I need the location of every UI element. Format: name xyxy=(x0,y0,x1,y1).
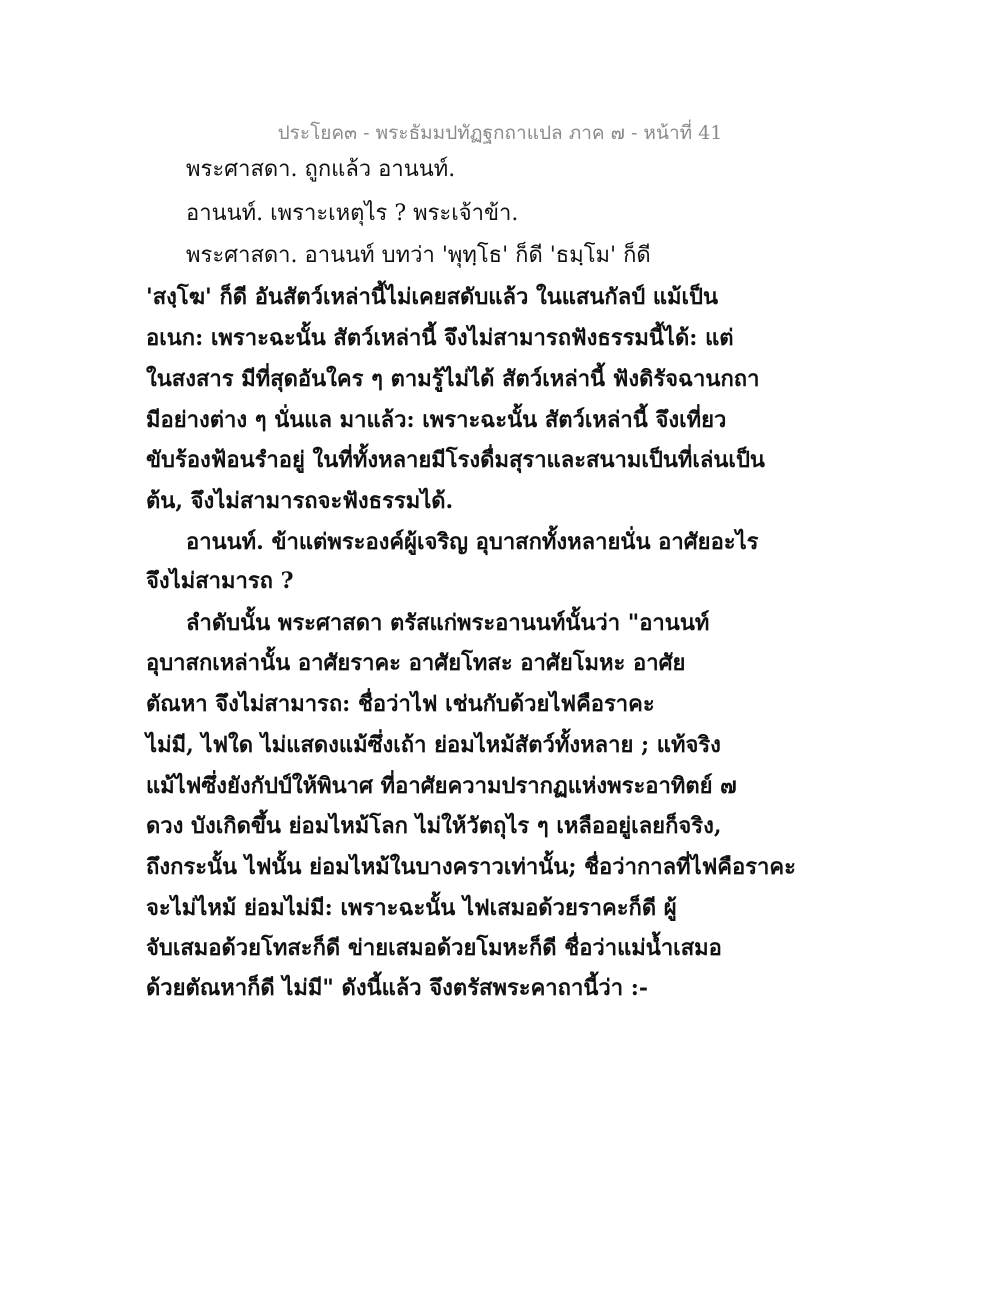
text-line: ด้วยตัณหาก็ดี ไม่มี" ดังนี้แล้ว จึงตรัสพระคาถานี้ว่า :- xyxy=(146,975,648,1001)
text-line: อุบาสกเหล่านั้น อาศัยราคะ อาศัยโทสะ อาศัยโมหะ อาศัย xyxy=(146,650,686,676)
text-line: แม้ไฟซึ่งยังกัปป์ให้พินาศ ที่อาศัยความปรากฏแห่งพระอาทิตย์ ๗ xyxy=(146,773,737,799)
text-line: อานนท์. ข้าแต่พระองค์ผู้เจริญ อุบาสกทั้งหลายนั่น อาศัยอะไร xyxy=(186,529,759,555)
text-line: ลำดับนั้น พระศาสดา ตรัสแก่พระอานนท์นั้นว่า "อานนท์ xyxy=(186,610,710,636)
text-line: พระศาสดา. ถูกแล้ว อานนท์. xyxy=(186,157,456,182)
text-line: ดวง บังเกิดขึ้น ย่อมไหม้โลก ไม่ให้วัตถุไร ๆ เหลืออยู่เลยก็จริง, xyxy=(146,813,722,839)
text-line: ในสงสาร มีที่สุดอันใคร ๆ ตามรู้ไม่ได้ สัตว์เหล่านี้ ฟังดิรัจฉานกถา xyxy=(146,366,760,392)
page-header: ประโยค๓ - พระธัมมปทัฏฐกถาแปล ภาค ๗ - หน้าที่ 41 xyxy=(277,122,723,144)
text-line: 'สงฺโฆ' ก็ดี อันสัตว์เหล่านี้ไม่เคยสดับแล้ว ในแสนกัลป์ แม้เป็น xyxy=(146,284,719,310)
text-line: มีอย่างต่าง ๆ นั่นแล มาแล้ว: เพราะฉะนั้น สัตว์เหล่านี้ จึงเที่ยว xyxy=(146,407,727,433)
text-line: ต้น, จึงไม่สามารถจะฟังธรรมได้. xyxy=(146,488,454,514)
text-line: ขับร้องฟ้อนรำอยู่ ในที่ทั้งหลายมีโรงดื่มสุราและสนามเป็นที่เล่นเป็น xyxy=(146,447,765,473)
text-line: จึงไม่สามารถ ? xyxy=(146,568,294,594)
text-line: อานนท์. เพราะเหตุไร ? พระเจ้าข้า. xyxy=(186,201,519,226)
text-line: อเนก: เพราะฉะนั้น สัตว์เหล่านี้ จึงไม่สามารถฟังธรรมนี้ได้: แต่ xyxy=(146,325,734,351)
text-line: พระศาสดา. อานนท์ บทว่า 'พุทฺโธ' ก็ดี 'ธมฺโม' ก็ดี xyxy=(186,243,651,268)
text-line: ถึงกระนั้น ไฟนั้น ย่อมไหม้ในบางคราวเท่านั้น; ชื่อว่ากาลที่ไฟคือราคะ xyxy=(146,854,796,880)
text-line: จะไม่ไหม้ ย่อมไม่มี: เพราะฉะนั้น ไฟเสมอด้วยราคะก็ดี ผู้ xyxy=(146,895,677,921)
text-line: ตัณหา จึงไม่สามารถ: ชื่อว่าไฟ เช่นกับด้วยไฟคือราคะ xyxy=(146,691,655,717)
text-line: จับเสมอด้วยโทสะก็ดี ข่ายเสมอด้วยโมหะก็ดี ชื่อว่าแม่น้ำเสมอ xyxy=(146,935,722,961)
text-line: ไม่มี, ไฟใด ไม่แสดงแม้ซึ่งเถ้า ย่อมไหม้สัตว์ทั้งหลาย ; แท้จริง xyxy=(146,732,721,758)
